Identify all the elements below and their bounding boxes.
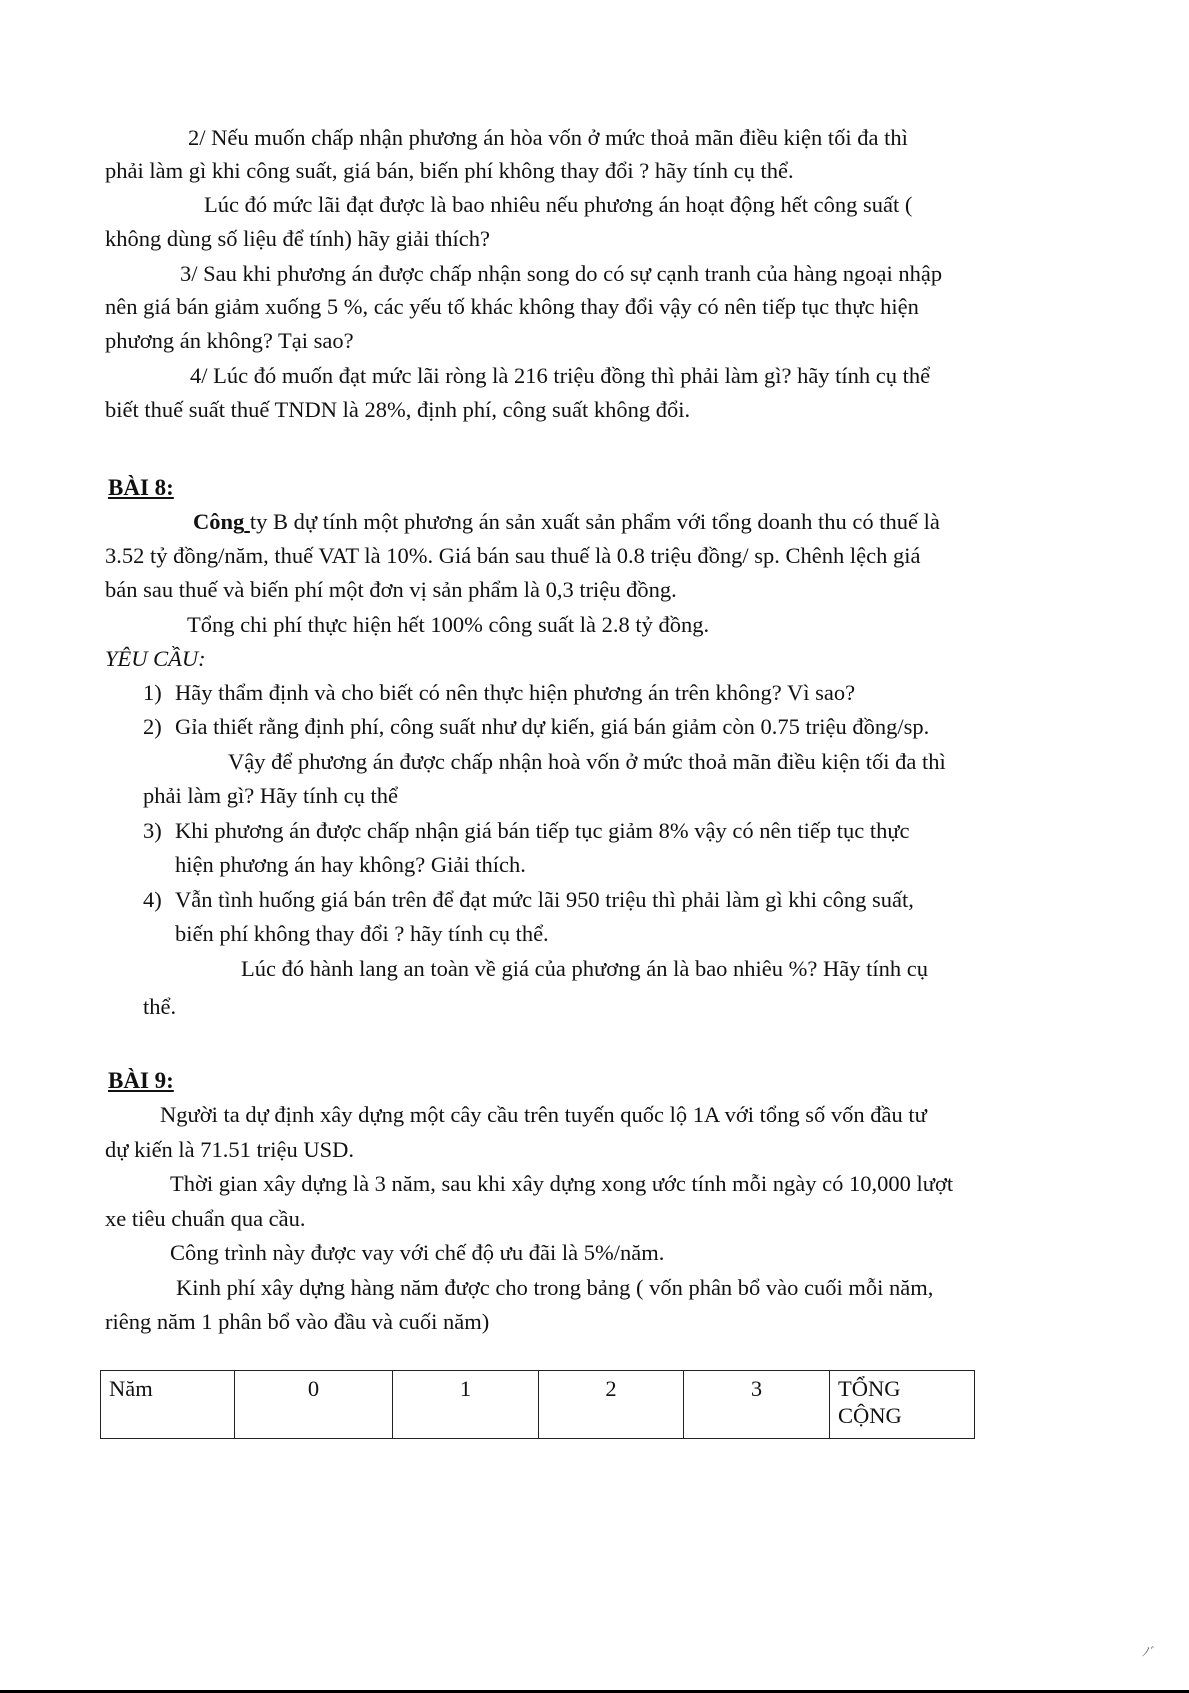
bai9-p4-line2: riêng năm 1 phân bổ vào đầu và cuối năm)	[105, 1309, 490, 1334]
bai8-intro-line3: bán sau thuế và biến phí một đơn vị sản phẩm là 0,3 triệu đồng.	[105, 577, 677, 602]
prev-q2-line4: không dùng số liệu để tính) hãy giải thích?	[105, 226, 490, 251]
bai8-intro-line4: Tổng chi phí thực hiện hết 100% công suất là 2.8 tỷ đồng.	[187, 612, 710, 637]
prev-q3-line3: phương án không? Tại sao?	[105, 328, 354, 353]
bai8-item-1	[143, 679, 855, 707]
bai8-item-4-line2: biến phí không thay đổi ? hãy tính cụ thể.	[175, 921, 549, 946]
bai8-item-2-line3: phải làm gì? Hãy tính cụ thể	[143, 783, 398, 808]
item-text: Khi phương án được chấp nhận giá bán tiếp tục giảm 8% vậy có nên tiếp tục thực	[175, 818, 910, 843]
bai8-heading: BÀI 8:	[108, 475, 174, 500]
bai9-heading: BÀI 9:	[108, 1068, 174, 1093]
bai8-intro-line1-text: ty B dự tính một phương án sản xuất sản phẩm với tổng doanh thu có thuế là	[249, 509, 940, 534]
bai8-item-2	[143, 713, 929, 741]
table-row	[101, 1371, 975, 1439]
prev-q2-line3: Lúc đó mức lãi đạt được là bao nhiêu nếu phương án hoạt động hết công suất (	[204, 192, 913, 217]
bai8-item-4-line4: thể.	[143, 994, 177, 1019]
bai8-item-4-line3: Lúc đó hành lang an toàn về giá của phương án là bao nhiêu %? Hãy tính cụ	[241, 956, 928, 981]
prev-q4-line1: 4/ Lúc đó muốn đạt mức lãi ròng là 216 triệu đồng thì phải làm gì? hãy tính cụ thể	[190, 363, 931, 388]
prev-q4-line2: biết thuế suất thuế TNDN là 28%, định phí, công suất không đổi.	[105, 397, 691, 422]
item-text: Gỉa thiết rằng định phí, công suất như dự kiến, giá bán giảm còn 0.75 triệu đồng/sp.	[175, 714, 930, 739]
bai9-p1-line1: Người ta dự định xây dựng một cây cầu trên tuyến quốc lộ 1A với tổng số vốn đầu tư	[160, 1102, 927, 1127]
table-cell-year: 1	[393, 1371, 539, 1439]
corner-handwritten-mark: ﾉﾞ	[1142, 1645, 1155, 1659]
prev-q2-line2: phải làm gì khi công suất, giá bán, biến phí không thay đổi ? hãy tính cụ thể.	[105, 158, 794, 183]
total-label-line2: CỘNG	[838, 1403, 902, 1428]
prev-q3-line2: nên giá bán giảm xuống 5 %, các yếu tố khác không thay đổi vậy có nên tiếp tục thực hiện	[105, 294, 919, 319]
item-number: 4)	[143, 887, 162, 912]
bai8-item-2-line2: Vậy để phương án được chấp nhận hoà vốn ở mức thoả mãn điều kiện tối đa thì	[228, 749, 946, 774]
total-label-line1: TỔNG	[838, 1376, 901, 1401]
item-number: 3)	[143, 818, 162, 843]
bai8-intro-line2: 3.52 tỷ đồng/năm, thuế VAT là 10%. Giá bán sau thuế là 0.8 triệu đồng/ sp. Chênh lệch giá	[105, 543, 921, 568]
prev-q3-line1: 3/ Sau khi phương án được chấp nhận song do có sự cạnh tranh của hàng ngoại nhập	[180, 261, 943, 286]
table-cell-row-label: Năm	[101, 1371, 235, 1439]
table-cell-year: 2	[539, 1371, 684, 1439]
bai8-company-bold: Công	[193, 509, 245, 534]
bai9-p2-line1: Thời gian xây dựng là 3 năm, sau khi xây dựng xong ước tính mỗi ngày có 10,000 lượt	[170, 1171, 954, 1196]
bai8-requirements-label: YÊU CẦU:	[105, 646, 206, 671]
table-cell-year: 3	[684, 1371, 830, 1439]
bai8-item-3-line2: hiện phương án hay không? Giải thích.	[175, 852, 526, 877]
item-number: 1)	[143, 680, 162, 705]
prev-q2-line1: 2/ Nếu muốn chấp nhận phương án hòa vốn ở mức thoả mãn điều kiện tối đa thì	[188, 125, 908, 150]
bai8-item-4	[143, 886, 914, 914]
bai8-intro-line1	[193, 508, 940, 536]
table-cell-year: 0	[235, 1371, 393, 1439]
item-text: Hãy thẩm định và cho biết có nên thực hiện phương án trên không? Vì sao?	[175, 680, 856, 705]
bai9-p3: Công trình này được vay với chế độ ưu đãi là 5%/năm.	[170, 1240, 665, 1265]
bai8-item-3	[143, 817, 910, 845]
bai9-p4-line1: Kinh phí xây dựng hàng năm được cho trong bảng ( vốn phân bổ vào cuối mỗi năm,	[176, 1275, 934, 1300]
item-text: Vẫn tình huống giá bán trên để đạt mức lãi 950 triệu thì phải làm gì khi công suất,	[175, 887, 914, 912]
item-number: 2)	[143, 714, 162, 739]
bai9-p1-line2: dự kiến là 71.51 triệu USD.	[105, 1137, 355, 1162]
bai9-p2-line2: xe tiêu chuẩn qua cầu.	[105, 1206, 306, 1231]
table-cell-total	[830, 1371, 975, 1439]
construction-budget-table	[100, 1370, 975, 1439]
